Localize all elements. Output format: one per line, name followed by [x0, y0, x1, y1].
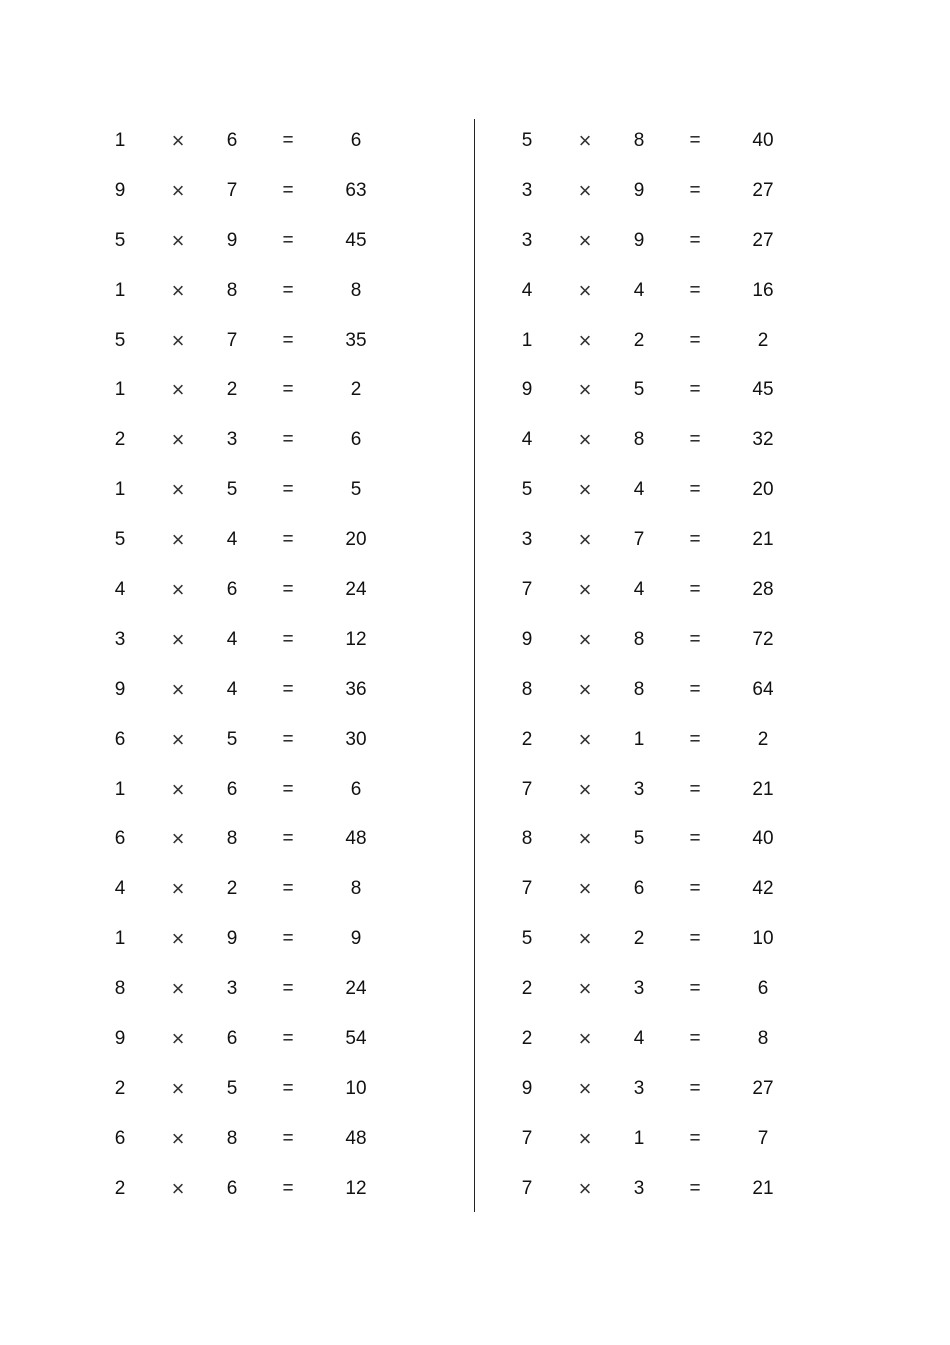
equals-sign: =	[282, 279, 294, 301]
multiplier: 4	[226, 529, 238, 551]
multiplicand: 5	[114, 529, 126, 551]
multiplier: 4	[633, 579, 645, 601]
product: 36	[345, 678, 367, 700]
multiplicand: 2	[114, 1177, 126, 1199]
product: 16	[752, 279, 774, 301]
multiplicand: 7	[521, 1177, 533, 1199]
multiplicand: 3	[521, 529, 533, 551]
product: 5	[350, 479, 362, 501]
equation-row	[497, 716, 827, 766]
product: 12	[345, 628, 367, 650]
product: 32	[752, 429, 774, 451]
equals-sign: =	[282, 878, 294, 900]
equation-row	[497, 566, 827, 616]
equals-sign: =	[282, 1028, 294, 1050]
equals-sign: =	[689, 1077, 701, 1099]
multiply-sign: ×	[171, 926, 185, 952]
equals-sign: =	[689, 379, 701, 401]
multiplier: 9	[226, 229, 238, 251]
equation-row	[497, 666, 827, 716]
product: 2	[757, 329, 769, 351]
equals-sign: =	[282, 678, 294, 700]
product: 24	[345, 978, 367, 1000]
product: 10	[752, 928, 774, 950]
multiplier: 8	[226, 828, 238, 850]
multiplier: 4	[633, 479, 645, 501]
equals-sign: =	[689, 628, 701, 650]
multiply-sign: ×	[578, 1125, 592, 1151]
equals-sign: =	[282, 1077, 294, 1099]
product: 21	[752, 778, 774, 800]
equation-row	[90, 666, 420, 716]
equals-sign: =	[282, 379, 294, 401]
multiplier: 3	[226, 429, 238, 451]
product: 27	[752, 229, 774, 251]
equation-row	[90, 466, 420, 516]
multiply-sign: ×	[578, 377, 592, 403]
multiplier: 8	[226, 279, 238, 301]
equation-row	[497, 117, 827, 167]
multiply-sign: ×	[578, 227, 592, 253]
multiplier: 5	[226, 479, 238, 501]
multiply-sign: ×	[171, 377, 185, 403]
equals-sign: =	[689, 878, 701, 900]
multiply-sign: ×	[171, 277, 185, 303]
equation-row	[497, 965, 827, 1015]
multiplier: 2	[633, 329, 645, 351]
equation-row	[90, 1115, 420, 1165]
multiplier: 5	[633, 828, 645, 850]
product: 42	[752, 878, 774, 900]
multiplicand: 9	[114, 179, 126, 201]
multiplicand: 7	[521, 579, 533, 601]
multiply-sign: ×	[578, 926, 592, 952]
equation-row	[90, 366, 420, 416]
equation-row	[90, 217, 420, 267]
equals-sign: =	[282, 179, 294, 201]
equation-row	[497, 915, 827, 965]
multiply-sign: ×	[578, 527, 592, 553]
equation-row	[90, 117, 420, 167]
equation-row	[497, 217, 827, 267]
multiply-sign: ×	[171, 876, 185, 902]
multiplicand: 6	[114, 728, 126, 750]
multiplier: 3	[633, 778, 645, 800]
multiply-sign: ×	[578, 577, 592, 603]
product: 21	[752, 1177, 774, 1199]
multiplier: 3	[633, 1177, 645, 1199]
product: 6	[350, 429, 362, 451]
multiplier: 7	[226, 329, 238, 351]
multiplicand: 9	[521, 628, 533, 650]
product: 7	[757, 1127, 769, 1149]
multiplicand: 8	[114, 978, 126, 1000]
equation-row	[90, 716, 420, 766]
equals-sign: =	[282, 479, 294, 501]
multiplier: 2	[633, 928, 645, 950]
multiplier: 6	[226, 130, 238, 151]
multiplicand: 6	[114, 1127, 126, 1149]
multiplicand: 5	[521, 479, 533, 501]
equation-row	[90, 616, 420, 666]
equals-sign: =	[689, 179, 701, 201]
multiplicand: 6	[114, 828, 126, 850]
multiplier: 8	[633, 628, 645, 650]
multiply-sign: ×	[171, 976, 185, 1002]
multiplier: 5	[226, 728, 238, 750]
product: 40	[752, 130, 774, 151]
multiplicand: 1	[114, 130, 126, 151]
equation-row	[497, 1165, 827, 1215]
multiplicand: 8	[521, 828, 533, 850]
multiplier: 8	[633, 678, 645, 700]
product: 30	[345, 728, 367, 750]
multiply-sign: ×	[578, 1026, 592, 1052]
product: 35	[345, 329, 367, 351]
multiplicand: 7	[521, 1127, 533, 1149]
multiply-sign: ×	[578, 177, 592, 203]
multiplier: 8	[633, 429, 645, 451]
equation-row	[90, 516, 420, 566]
multiplicand: 3	[114, 628, 126, 650]
product: 28	[752, 579, 774, 601]
multiply-sign: ×	[171, 227, 185, 253]
multiplier: 9	[633, 179, 645, 201]
equals-sign: =	[282, 579, 294, 601]
product: 2	[757, 728, 769, 750]
multiplicand: 5	[114, 329, 126, 351]
product: 8	[350, 279, 362, 301]
equation-row	[90, 167, 420, 217]
multiply-sign: ×	[171, 726, 185, 752]
right-equation-column	[497, 117, 827, 1215]
multiplicand: 4	[114, 579, 126, 601]
multiply-sign: ×	[578, 277, 592, 303]
product: 20	[345, 529, 367, 551]
equation-row	[497, 1065, 827, 1115]
multiply-sign: ×	[578, 477, 592, 503]
multiply-sign: ×	[171, 577, 185, 603]
multiply-sign: ×	[578, 626, 592, 652]
multiplier: 2	[226, 379, 238, 401]
product: 40	[752, 828, 774, 850]
product: 8	[757, 1028, 769, 1050]
multiplier: 4	[226, 628, 238, 650]
multiply-sign: ×	[578, 676, 592, 702]
multiply-sign: ×	[171, 676, 185, 702]
multiplier: 6	[633, 878, 645, 900]
equation-row	[90, 815, 420, 865]
multiply-sign: ×	[171, 826, 185, 852]
multiplier: 3	[633, 978, 645, 1000]
multiplier: 9	[633, 229, 645, 251]
equation-row	[497, 366, 827, 416]
equals-sign: =	[689, 1127, 701, 1149]
equals-sign: =	[282, 1127, 294, 1149]
multiplicand: 3	[521, 179, 533, 201]
product: 48	[345, 1127, 367, 1149]
multiply-sign: ×	[171, 128, 185, 153]
multiplicand: 5	[521, 130, 533, 151]
multiplicand: 1	[114, 778, 126, 800]
equals-sign: =	[282, 529, 294, 551]
equals-sign: =	[282, 978, 294, 1000]
multiplier: 4	[633, 279, 645, 301]
equation-row	[90, 915, 420, 965]
multiply-sign: ×	[578, 1075, 592, 1101]
multiply-sign: ×	[171, 1125, 185, 1151]
multiplicand: 2	[521, 978, 533, 1000]
equation-row	[497, 416, 827, 466]
product: 72	[752, 628, 774, 650]
multiplicand: 1	[114, 479, 126, 501]
product: 6	[350, 130, 362, 151]
equals-sign: =	[282, 628, 294, 650]
multiply-sign: ×	[578, 1175, 592, 1201]
multiplier: 4	[633, 1028, 645, 1050]
equals-sign: =	[689, 429, 701, 451]
multiply-sign: ×	[578, 826, 592, 852]
multiply-sign: ×	[171, 327, 185, 353]
multiplier: 7	[226, 179, 238, 201]
multiply-sign: ×	[171, 1075, 185, 1101]
multiplier: 5	[226, 1077, 238, 1099]
product: 54	[345, 1028, 367, 1050]
multiply-sign: ×	[171, 477, 185, 503]
product: 8	[350, 878, 362, 900]
multiplicand: 2	[114, 429, 126, 451]
product: 21	[752, 529, 774, 551]
equals-sign: =	[282, 1177, 294, 1199]
multiplier: 3	[633, 1077, 645, 1099]
multiply-sign: ×	[171, 626, 185, 652]
multiply-sign: ×	[578, 976, 592, 1002]
multiplicand: 4	[521, 429, 533, 451]
equals-sign: =	[689, 229, 701, 251]
equation-row	[497, 616, 827, 666]
product: 63	[345, 179, 367, 201]
multiplicand: 9	[114, 1028, 126, 1050]
equals-sign: =	[689, 1028, 701, 1050]
multiplicand: 7	[521, 878, 533, 900]
product: 20	[752, 479, 774, 501]
equation-row	[497, 1115, 827, 1165]
equals-sign: =	[689, 728, 701, 750]
equation-row	[497, 317, 827, 367]
equation-row	[497, 766, 827, 816]
multiplier: 1	[633, 1127, 645, 1149]
multiplicand: 1	[114, 928, 126, 950]
product: 45	[345, 229, 367, 251]
multiply-sign: ×	[578, 776, 592, 802]
equals-sign: =	[689, 828, 701, 850]
equals-sign: =	[689, 579, 701, 601]
multiply-sign: ×	[171, 1026, 185, 1052]
product: 27	[752, 1077, 774, 1099]
product: 9	[350, 928, 362, 950]
multiplicand: 4	[521, 279, 533, 301]
equals-sign: =	[689, 978, 701, 1000]
multiplier: 6	[226, 1177, 238, 1199]
equals-sign: =	[689, 329, 701, 351]
equation-row	[497, 466, 827, 516]
equation-row	[497, 815, 827, 865]
multiply-sign: ×	[171, 527, 185, 553]
multiplicand: 7	[521, 778, 533, 800]
equals-sign: =	[282, 329, 294, 351]
multiply-sign: ×	[171, 427, 185, 453]
equation-row	[497, 167, 827, 217]
multiply-sign: ×	[578, 726, 592, 752]
equals-sign: =	[282, 429, 294, 451]
multiplicand: 4	[114, 878, 126, 900]
multiplier: 4	[226, 678, 238, 700]
equals-sign: =	[689, 479, 701, 501]
equals-sign: =	[282, 928, 294, 950]
multiply-sign: ×	[171, 776, 185, 802]
product: 6	[350, 778, 362, 800]
multiplicand: 2	[114, 1077, 126, 1099]
multiplier: 8	[633, 130, 645, 151]
multiply-sign: ×	[578, 876, 592, 902]
multiplier: 8	[226, 1127, 238, 1149]
multiplicand: 3	[521, 229, 533, 251]
equals-sign: =	[689, 1177, 701, 1199]
multiplier: 6	[226, 778, 238, 800]
multiplicand: 9	[521, 379, 533, 401]
equals-sign: =	[689, 778, 701, 800]
product: 6	[757, 978, 769, 1000]
multiplicand: 1	[114, 279, 126, 301]
product: 48	[345, 828, 367, 850]
product: 45	[752, 379, 774, 401]
equation-row	[90, 766, 420, 816]
product: 64	[752, 678, 774, 700]
multiplicand: 1	[521, 329, 533, 351]
equals-sign: =	[689, 529, 701, 551]
product: 12	[345, 1177, 367, 1199]
multiplier: 3	[226, 978, 238, 1000]
equation-row	[497, 516, 827, 566]
multiplicand: 5	[114, 229, 126, 251]
equals-sign: =	[689, 928, 701, 950]
equation-row	[90, 267, 420, 317]
equals-sign: =	[689, 279, 701, 301]
product: 27	[752, 179, 774, 201]
multiplier: 6	[226, 1028, 238, 1050]
equation-row	[90, 1015, 420, 1065]
multiplier: 7	[633, 529, 645, 551]
multiply-sign: ×	[578, 427, 592, 453]
equation-row	[90, 965, 420, 1015]
equals-sign: =	[282, 229, 294, 251]
product: 24	[345, 579, 367, 601]
equation-row	[497, 267, 827, 317]
multiplicand: 5	[521, 928, 533, 950]
equals-sign: =	[282, 130, 294, 151]
multiplicand: 1	[114, 379, 126, 401]
multiplier: 2	[226, 878, 238, 900]
multiplicand: 8	[521, 678, 533, 700]
equation-row	[90, 317, 420, 367]
multiplicand: 9	[114, 678, 126, 700]
equals-sign: =	[282, 728, 294, 750]
equals-sign: =	[689, 678, 701, 700]
multiply-sign: ×	[171, 177, 185, 203]
left-equation-column	[90, 117, 420, 1215]
multiply-sign: ×	[578, 128, 592, 153]
equation-row	[90, 1165, 420, 1215]
equation-row	[90, 416, 420, 466]
multiplicand: 2	[521, 728, 533, 750]
multiply-sign: ×	[578, 327, 592, 353]
equals-sign: =	[282, 778, 294, 800]
equation-row	[497, 865, 827, 915]
multiplicand: 9	[521, 1077, 533, 1099]
multiplier: 6	[226, 579, 238, 601]
equals-sign: =	[282, 828, 294, 850]
multiply-sign: ×	[171, 1175, 185, 1201]
equation-row	[90, 1065, 420, 1115]
multiplier: 9	[226, 928, 238, 950]
equals-sign: =	[689, 130, 701, 151]
product: 10	[345, 1077, 367, 1099]
product: 2	[350, 379, 362, 401]
equation-row	[90, 865, 420, 915]
equation-row	[497, 1015, 827, 1065]
multiplier: 1	[633, 728, 645, 750]
column-divider	[474, 119, 475, 1212]
equation-row	[90, 566, 420, 616]
multiplicand: 2	[521, 1028, 533, 1050]
multiplier: 5	[633, 379, 645, 401]
